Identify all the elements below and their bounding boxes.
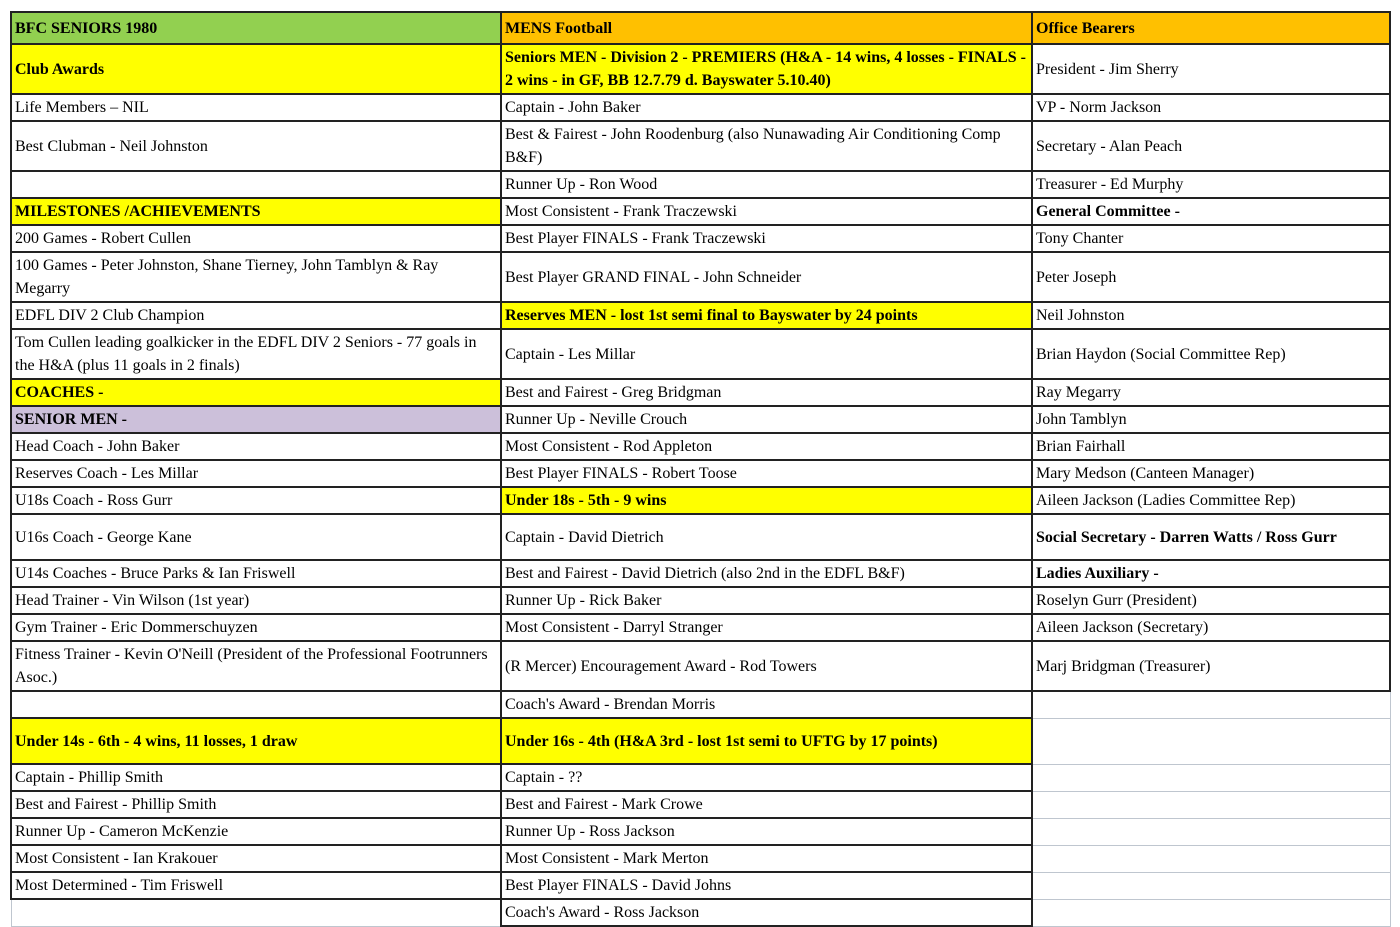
cell-col3[interactable]: [1032, 872, 1390, 899]
table-row: [11, 198, 1390, 225]
cell-col2[interactable]: Best Player GRAND FINAL - John Schneider: [501, 252, 1032, 302]
cell-col1[interactable]: Captain - Phillip Smith: [11, 764, 501, 791]
cell-col2[interactable]: Most Consistent - Frank Traczewski: [501, 198, 1032, 225]
cell-col2[interactable]: Best Player FINALS - Frank Traczewski: [501, 225, 1032, 252]
cell-col1[interactable]: Most Consistent - Ian Krakouer: [11, 845, 501, 872]
cell-col1[interactable]: [11, 171, 501, 198]
cell-col1[interactable]: Gym Trainer - Eric Dommerschuyzen: [11, 614, 501, 641]
cell-col3[interactable]: Tony Chanter: [1032, 225, 1390, 252]
table-row: [11, 872, 1390, 899]
table-row: [11, 302, 1390, 329]
cell-col2[interactable]: Best and Fairest - Greg Bridgman: [501, 379, 1032, 406]
cell-col1[interactable]: COACHES -: [11, 379, 501, 406]
cell-col2[interactable]: Most Consistent - Darryl Stranger: [501, 614, 1032, 641]
cell-col1[interactable]: Under 14s - 6th - 4 wins, 11 losses, 1 draw: [11, 718, 501, 764]
cell-col3[interactable]: [1032, 845, 1390, 872]
cell-col3[interactable]: Marj Bridgman (Treasurer): [1032, 641, 1390, 691]
cell-col1[interactable]: U16s Coach - George Kane: [11, 514, 501, 560]
table-row: [11, 329, 1390, 379]
cell-col2[interactable]: Best Player FINALS - Robert Toose: [501, 460, 1032, 487]
awards-sheet: [10, 11, 1391, 927]
cell-col1[interactable]: Reserves Coach - Les Millar: [11, 460, 501, 487]
cell-col3[interactable]: [1032, 691, 1390, 718]
header-cell-mens-football[interactable]: MENS Football: [501, 12, 1032, 44]
header-cell-office-bearers[interactable]: Office Bearers: [1032, 12, 1390, 44]
header-cell-seniors[interactable]: BFC SENIORS 1980: [11, 12, 501, 44]
table-row: [11, 121, 1390, 171]
cell-col1[interactable]: Head Coach - John Baker: [11, 433, 501, 460]
cell-col1[interactable]: MILESTONES /ACHIEVEMENTS: [11, 198, 501, 225]
table-row: [11, 818, 1390, 845]
table-row: [11, 614, 1390, 641]
cell-col3[interactable]: [1032, 791, 1390, 818]
cell-col2[interactable]: Runner Up - Neville Crouch: [501, 406, 1032, 433]
cell-col1[interactable]: Life Members – NIL: [11, 94, 501, 121]
cell-col3[interactable]: Mary Medson (Canteen Manager): [1032, 460, 1390, 487]
cell-col1[interactable]: Most Determined - Tim Friswell: [11, 872, 501, 899]
cell-col1[interactable]: 100 Games - Peter Johnston, Shane Tierney, John Tamblyn & Ray Megarry: [11, 252, 501, 302]
table-row: [11, 514, 1390, 560]
table-row: [11, 764, 1390, 791]
table-row: [11, 252, 1390, 302]
cell-col3[interactable]: Aileen Jackson (Ladies Committee Rep): [1032, 487, 1390, 514]
cell-col1[interactable]: [11, 691, 501, 718]
table-row: [11, 433, 1390, 460]
cell-col2[interactable]: Coach's Award - Brendan Morris: [501, 691, 1032, 718]
cell-col2[interactable]: Most Consistent - Rod Appleton: [501, 433, 1032, 460]
cell-col2[interactable]: Under 18s - 5th - 9 wins: [501, 487, 1032, 514]
cell-col2[interactable]: Runner Up - Ross Jackson: [501, 818, 1032, 845]
cell-col2[interactable]: Coach's Award - Ross Jackson: [501, 899, 1032, 926]
cell-col2[interactable]: Captain - Les Millar: [501, 329, 1032, 379]
cell-col3[interactable]: [1032, 718, 1390, 764]
cell-col2[interactable]: Best Player FINALS - David Johns: [501, 872, 1032, 899]
cell-col3[interactable]: General Committee -: [1032, 198, 1390, 225]
cell-col1[interactable]: SENIOR MEN -: [11, 406, 501, 433]
table-row: [11, 899, 1390, 926]
cell-col2[interactable]: (R Mercer) Encouragement Award - Rod Towers: [501, 641, 1032, 691]
cell-col1[interactable]: Tom Cullen leading goalkicker in the EDFL DIV 2 Seniors - 77 goals in the H&A (plus 11 goals in 2 finals): [11, 329, 501, 379]
cell-col2[interactable]: Captain - John Baker: [501, 94, 1032, 121]
cell-col2[interactable]: Reserves MEN - lost 1st semi final to Bayswater by 24 points: [501, 302, 1032, 329]
cell-col3[interactable]: John Tamblyn: [1032, 406, 1390, 433]
cell-col1[interactable]: U14s Coaches - Bruce Parks & Ian Friswell: [11, 560, 501, 587]
cell-col3[interactable]: [1032, 899, 1390, 926]
cell-col3[interactable]: Roselyn Gurr (President): [1032, 587, 1390, 614]
cell-col2[interactable]: Captain - David Dietrich: [501, 514, 1032, 560]
table-row: [11, 379, 1390, 406]
cell-col3[interactable]: VP - Norm Jackson: [1032, 94, 1390, 121]
table-row: [11, 94, 1390, 121]
table-row: [11, 487, 1390, 514]
table-row: [11, 791, 1390, 818]
cell-col2[interactable]: Captain - ??: [501, 764, 1032, 791]
cell-col3[interactable]: [1032, 818, 1390, 845]
cell-col3[interactable]: Aileen Jackson (Secretary): [1032, 614, 1390, 641]
cell-col1[interactable]: EDFL DIV 2 Club Champion: [11, 302, 501, 329]
cell-col2[interactable]: Most Consistent - Mark Merton: [501, 845, 1032, 872]
table-row: [11, 225, 1390, 252]
cell-col3[interactable]: Peter Joseph: [1032, 252, 1390, 302]
cell-col1[interactable]: 200 Games - Robert Cullen: [11, 225, 501, 252]
table-row: [11, 44, 1390, 94]
cell-col1[interactable]: Runner Up - Cameron McKenzie: [11, 818, 501, 845]
cell-col3[interactable]: Secretary - Alan Peach: [1032, 121, 1390, 171]
cell-col1[interactable]: Head Trainer - Vin Wilson (1st year): [11, 587, 501, 614]
cell-col1[interactable]: Best Clubman - Neil Johnston: [11, 121, 501, 171]
header-row: [11, 12, 1390, 44]
cell-col2[interactable]: Seniors MEN - Division 2 - PREMIERS (H&A - 14 wins, 4 losses - FINALS - 2 wins - in GF, BB 12.7.79 d. Bayswater 5.10.40): [501, 44, 1032, 94]
table-row: [11, 406, 1390, 433]
cell-col2[interactable]: Under 16s - 4th (H&A 3rd - lost 1st semi to UFTG by 17 points): [501, 718, 1032, 764]
table-row: [11, 560, 1390, 587]
table-row: [11, 641, 1390, 691]
table-row: [11, 718, 1390, 764]
cell-col3[interactable]: Brian Haydon (Social Committee Rep): [1032, 329, 1390, 379]
cell-col2[interactable]: Best and Fairest - David Dietrich (also 2nd in the EDFL B&F): [501, 560, 1032, 587]
cell-col3[interactable]: President - Jim Sherry: [1032, 44, 1390, 94]
cell-col2[interactable]: Best and Fairest - Mark Crowe: [501, 791, 1032, 818]
cell-col2[interactable]: Runner Up - Ron Wood: [501, 171, 1032, 198]
cell-col3[interactable]: Treasurer - Ed Murphy: [1032, 171, 1390, 198]
cell-col1[interactable]: [11, 899, 501, 926]
table-row: [11, 845, 1390, 872]
cell-col1[interactable]: Fitness Trainer - Kevin O'Neill (President of the Professional Footrunners Asoc.): [11, 641, 501, 691]
cell-col3[interactable]: Ray Megarry: [1032, 379, 1390, 406]
table-row: [11, 691, 1390, 718]
cell-col2[interactable]: Runner Up - Rick Baker: [501, 587, 1032, 614]
cell-col1[interactable]: Club Awards: [11, 44, 501, 94]
cell-col3[interactable]: Ladies Auxiliary -: [1032, 560, 1390, 587]
table-row: [11, 171, 1390, 198]
cell-col3[interactable]: [1032, 764, 1390, 791]
cell-col2[interactable]: Best & Fairest - John Roodenburg (also Nunawading Air Conditioning Comp B&F): [501, 121, 1032, 171]
cell-col3[interactable]: Social Secretary - Darren Watts / Ross Gurr: [1032, 514, 1390, 560]
table-row: [11, 460, 1390, 487]
table-row: [11, 587, 1390, 614]
cell-col3[interactable]: Brian Fairhall: [1032, 433, 1390, 460]
cell-col3[interactable]: Neil Johnston: [1032, 302, 1390, 329]
cell-col1[interactable]: U18s Coach - Ross Gurr: [11, 487, 501, 514]
cell-col1[interactable]: Best and Fairest - Phillip Smith: [11, 791, 501, 818]
